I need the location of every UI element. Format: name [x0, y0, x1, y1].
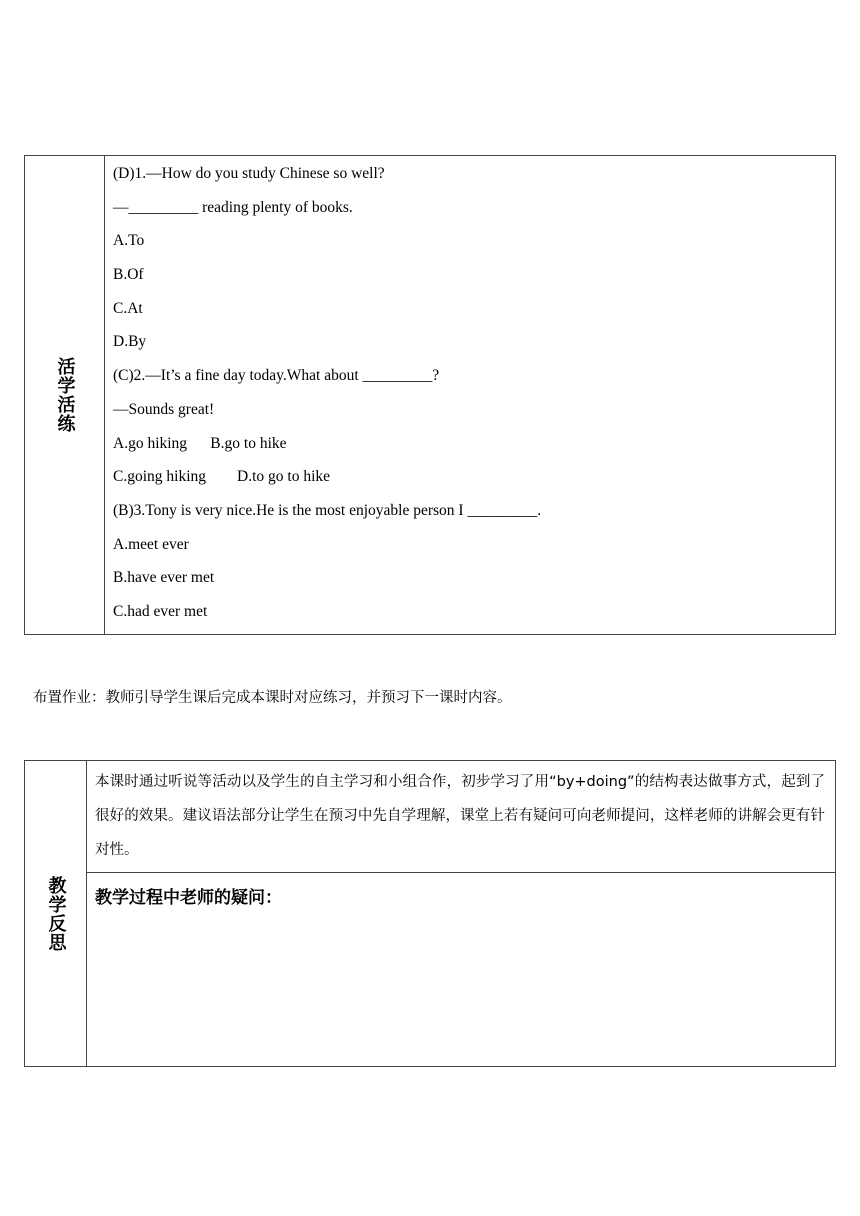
exercise-line: C.had ever met [113, 602, 208, 620]
exercise-line: A.To [113, 232, 145, 250]
exercise-side-label-cell [25, 156, 105, 634]
exercise-line: B.have ever met [113, 569, 215, 587]
exercise-line: C.At [113, 299, 143, 317]
reflection-text: 本课时通过听说等活动以及学生的自主学习和小组合作，初步学习了用“by+doing”的结构表达做事方式，起到了很好的效果。建议语法部分让学生在预习中先自学理解，课堂上若有疑问可向老师提问，这样老师的讲解会更有针对性。 [87, 761, 835, 873]
exercise-side-label: 活学活练 [54, 357, 76, 433]
teacher-questions-cell [87, 873, 835, 1066]
exercise-line: B.Of [113, 266, 144, 284]
exercise-line: A.meet ever [113, 535, 189, 553]
exercise-line: —_________ reading plenty of books. [113, 198, 353, 216]
exercise-line: (B)3.Tony is very nice.He is the most enjoyable person I _________. [113, 501, 542, 519]
reflection-table [24, 760, 836, 1067]
exercise-line: C.going hiking D.to go to hike [113, 468, 330, 486]
exercise-line: (D)1.—How do you study Chinese so well? [113, 165, 385, 182]
exercise-content [113, 161, 827, 633]
teacher-questions-heading: 教学过程中老师的疑问： [95, 888, 282, 908]
exercise-line: —Sounds great! [113, 400, 215, 418]
exercise-line: (C)2.—It’s a fine day today.What about _________? [113, 367, 440, 385]
homework-text: 布置作业：教师引导学生课后完成本课时对应练习，并预习下一课时内容。 [33, 690, 512, 706]
exercise-line: A.go hiking B.go to hike [113, 434, 287, 452]
exercise-line: D.By [113, 333, 147, 351]
exercise-table [24, 155, 836, 635]
reflection-side-label: 教学反思 [45, 875, 67, 952]
reflection-side-label-cell [25, 761, 87, 1066]
